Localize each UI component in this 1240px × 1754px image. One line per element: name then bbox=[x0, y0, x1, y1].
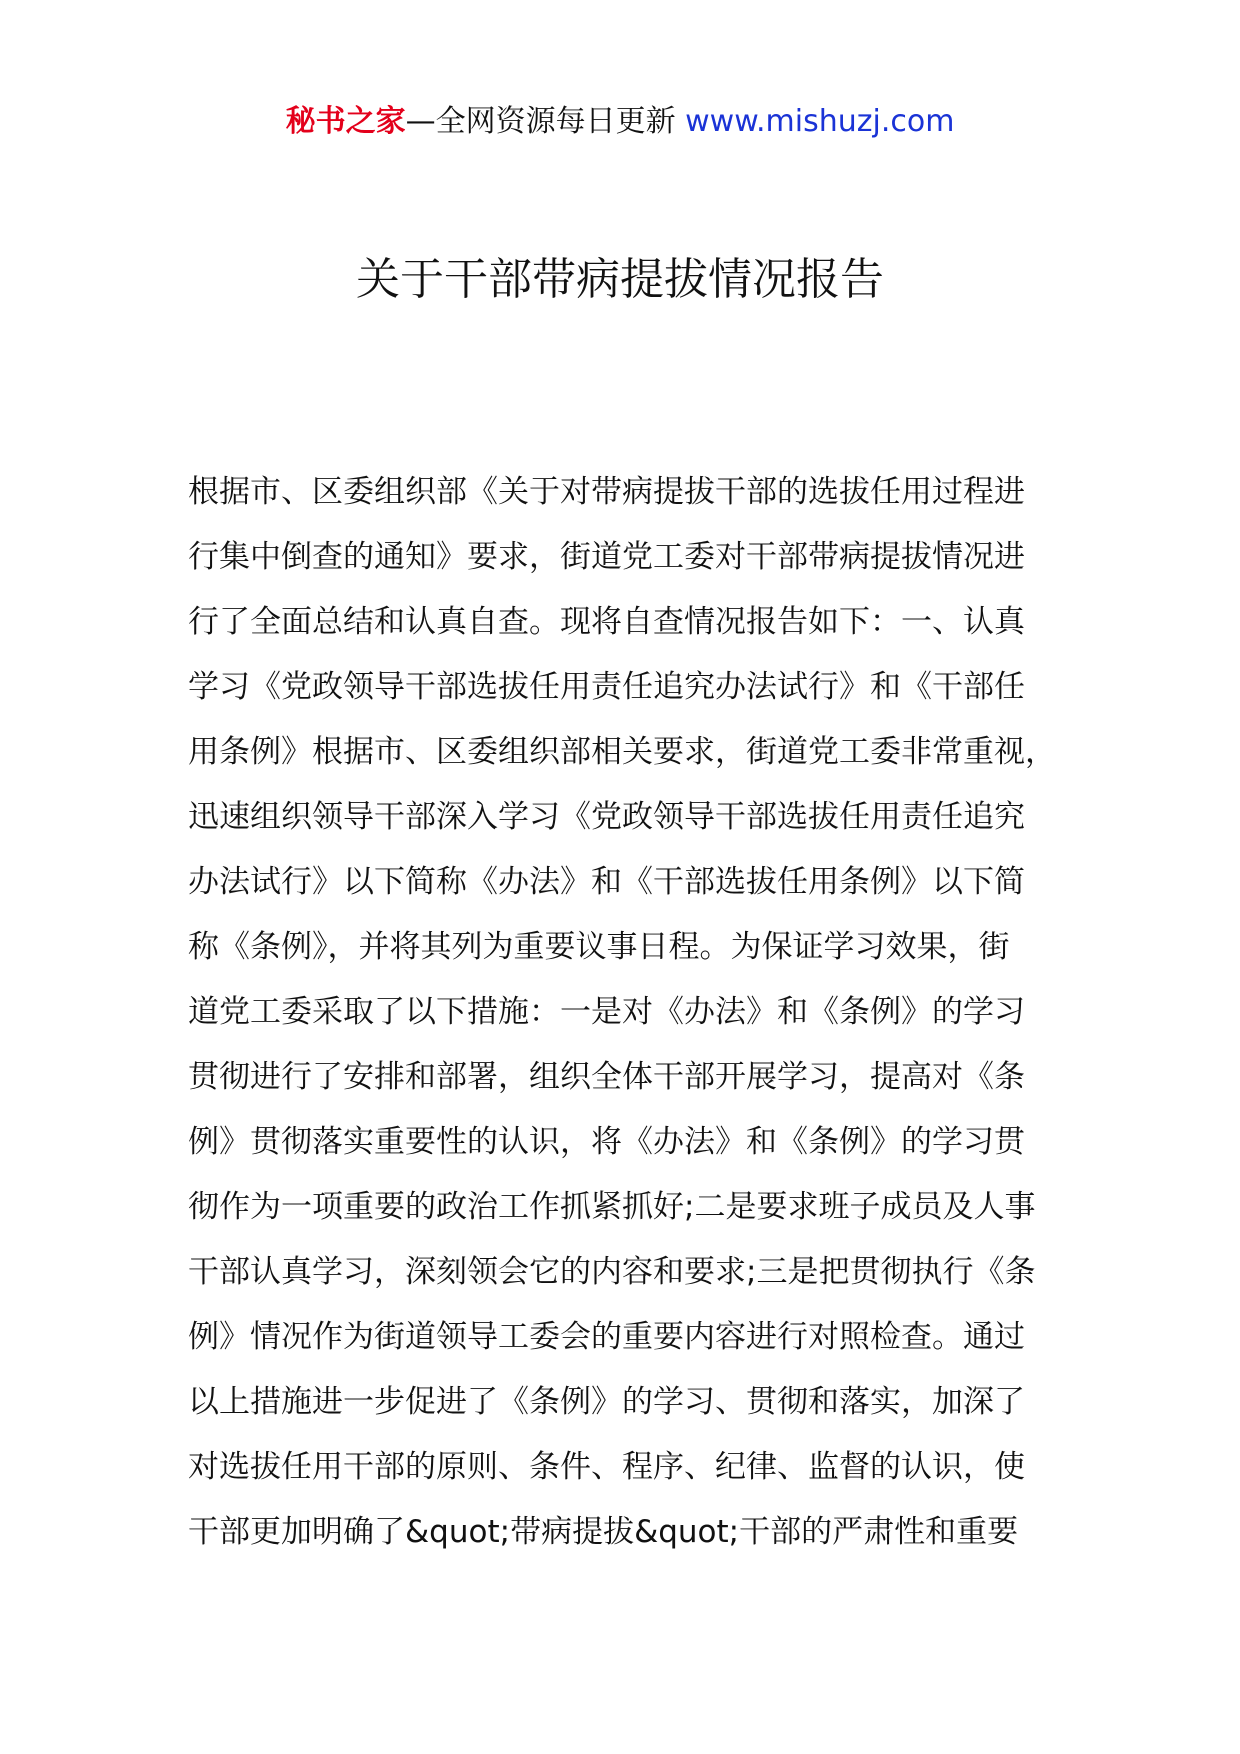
body-line: 对选拔任用干部的原则、条件、程序、纪律、监督的认识，使 bbox=[188, 1449, 1025, 1485]
body-line: 道党工委采取了以下措施：一是对《办法》和《条例》的学习 bbox=[188, 994, 1025, 1030]
document-title: 关于干部带病提拔情况报告 bbox=[356, 254, 884, 305]
body-line: 办法试行》以下简称《办法》和《干部选拔任用条例》以下简 bbox=[188, 864, 1025, 900]
body-line: 行了全面总结和认真自查。现将自查情况报告如下：一、认真 bbox=[188, 604, 1025, 640]
site-url-link[interactable]: www.mishuzj.com bbox=[685, 104, 955, 139]
body-line: 以上措施进一步促进了《条例》的学习、贯彻和落实，加深了 bbox=[188, 1384, 1025, 1420]
body-line: 迅速组织领导干部深入学习《党政领导干部选拔任用责任追究 bbox=[188, 799, 1025, 835]
body-line: 根据市、区委组织部《关于对带病提拔干部的选拔任用过程进 bbox=[188, 474, 1025, 510]
body-line: 例》情况作为街道领导工委会的重要内容进行对照检查。通过 bbox=[188, 1319, 1025, 1355]
body-line: 干部更加明确了&quot;带病提拔&quot;干部的严肃性和重要 bbox=[188, 1514, 1019, 1550]
body-line: 干部认真学习，深刻领会它的内容和要求;三是把贯彻执行《条 bbox=[188, 1254, 1036, 1290]
body-line: 例》贯彻落实重要性的认识，将《办法》和《条例》的学习贯 bbox=[188, 1124, 1025, 1160]
site-brand: 秘书之家 bbox=[285, 104, 406, 139]
site-header bbox=[0, 100, 1240, 144]
body-line: 行集中倒查的通知》要求，街道党工委对干部带病提拔情况进 bbox=[188, 539, 1025, 575]
site-slogan: —全网资源每日更新 bbox=[405, 104, 676, 139]
body-line: 学习《党政领导干部选拔任用责任追究办法试行》和《干部任 bbox=[188, 669, 1025, 705]
body-line: 彻作为一项重要的政治工作抓紧抓好;二是要求班子成员及人事 bbox=[188, 1189, 1036, 1225]
document-body bbox=[188, 460, 1088, 1565]
body-line: 用条例》根据市、区委组织部相关要求，街道党工委非常重视， bbox=[188, 734, 1056, 770]
body-line: 称《条例》，并将其列为重要议事日程。为保证学习效果，街 bbox=[188, 929, 1010, 965]
body-line: 贯彻进行了安排和部署，组织全体干部开展学习，提高对《条 bbox=[188, 1059, 1025, 1095]
